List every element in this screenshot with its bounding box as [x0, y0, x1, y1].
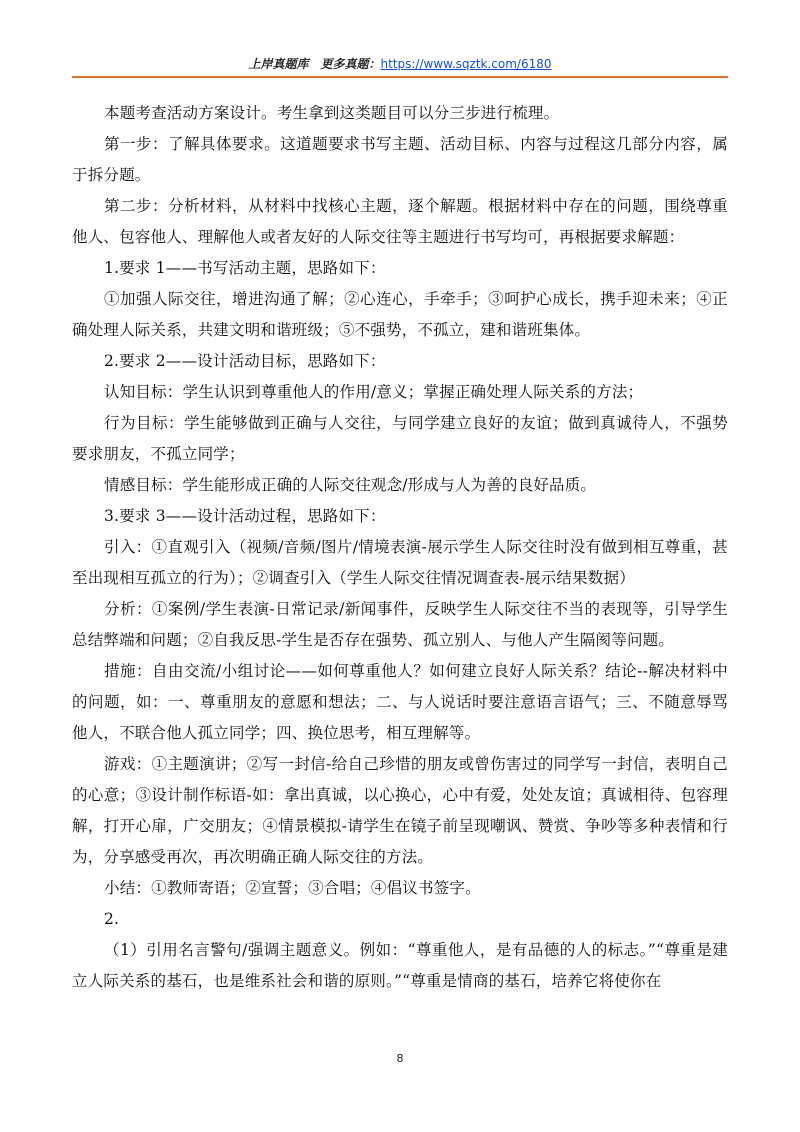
header-link[interactable]: https://www.sqztk.com/6180	[380, 57, 552, 71]
paragraph: 情感目标：学生能形成正确的人际交往观念/形成与人为善的良好品质。	[104, 476, 597, 494]
page-number: 8	[396, 1052, 404, 1065]
paragraph: 游戏：①主题演讲；②写一封信-给自己珍惜的朋友或曾伤害过的同学写一封信，表明自己的心意；③设计制作标语-如：拿出真诚，以心换心，心中有爱，处处友谊；真诚相待、包容理解，打开心扉，广交朋友；④情景模拟-请学生在镜子前呈现嘲讽、赞赏、争吵等多种表情和行为，分享感受再次，再次明确正确人际交往的方法。	[72, 755, 728, 866]
header-site-label: 上岸真题库 更多真题：	[248, 57, 381, 71]
paragraph: 2.	[104, 910, 120, 928]
paragraph: 认知目标：学生认识到尊重他人的作用/意义；掌握正确处理人际关系的方法；	[104, 383, 644, 401]
page-header	[72, 56, 728, 72]
document-body	[72, 98, 728, 997]
paragraph: 措施：自由交流/小组讨论——如何尊重他人？如何建立良好人际关系？结论--解决材料中的问题，如：一、尊重朋友的意愿和想法；二、与人说话时要注意语言语气；三、不随意辱骂他人，不联合他人孤立同学；四、换位思考，相互理解等。	[72, 662, 728, 742]
paragraph: 第一步：了解具体要求。这道题要求书写主题、活动目标、内容与过程这几部分内容，属于拆分题。	[72, 135, 728, 184]
paragraph: ①加强人际交往，增进沟通了解；②心连心，手牵手；③呵护心成长，携手迎未来；④正确处理人际关系，共建文明和谐班级；⑤不强势，不孤立，建和谐班集体。	[72, 290, 728, 339]
paragraph: 行为目标：学生能够做到正确与人交往，与同学建立良好的友谊；做到真诚待人，不强势要求朋友，不孤立同学；	[72, 414, 728, 463]
paragraph: 本题考查活动方案设计。考生拿到这类题目可以分三步进行梳理。	[104, 104, 560, 122]
paragraph: 2.要求 2——设计活动目标，思路如下：	[104, 352, 386, 370]
header-divider	[72, 76, 728, 78]
paragraph: 3.要求 3——设计活动过程，思路如下：	[104, 507, 386, 525]
paragraph: 1.要求 1——书写活动主题，思路如下：	[104, 259, 386, 277]
paragraph: 第二步：分析材料，从材料中找核心主题，逐个解题。根据材料中存在的问题，围绕尊重他人、包容他人、理解他人或者友好的人际交往等主题进行书写均可，再根据要求解题：	[72, 197, 728, 246]
paragraph: 分析：①案例/学生表演-日常记录/新闻事件，反映学生人际交往不当的表现等，引导学生总结弊端和问题；②自我反思-学生是否存在强势、孤立别人、与他人产生隔阂等问题。	[72, 600, 728, 649]
paragraph: 小结：①教师寄语；②宣誓；③合唱；④倡议书签字。	[104, 879, 481, 897]
paragraph: （1）引用名言警句/强调主题意义。例如：“尊重他人，是有品德的人的标志。”“尊重是建立人际关系的基石，也是维系社会和谐的原则。”“尊重是情商的基石，培养它将使你在	[72, 941, 728, 990]
paragraph: 引入：①直观引入（视频/音频/图片/情境表演-展示学生人际交往时没有做到相互尊重，甚至出现相互孤立的行为）；②调查引入（学生人际交往情况调查表-展示结果数据）	[72, 538, 728, 587]
